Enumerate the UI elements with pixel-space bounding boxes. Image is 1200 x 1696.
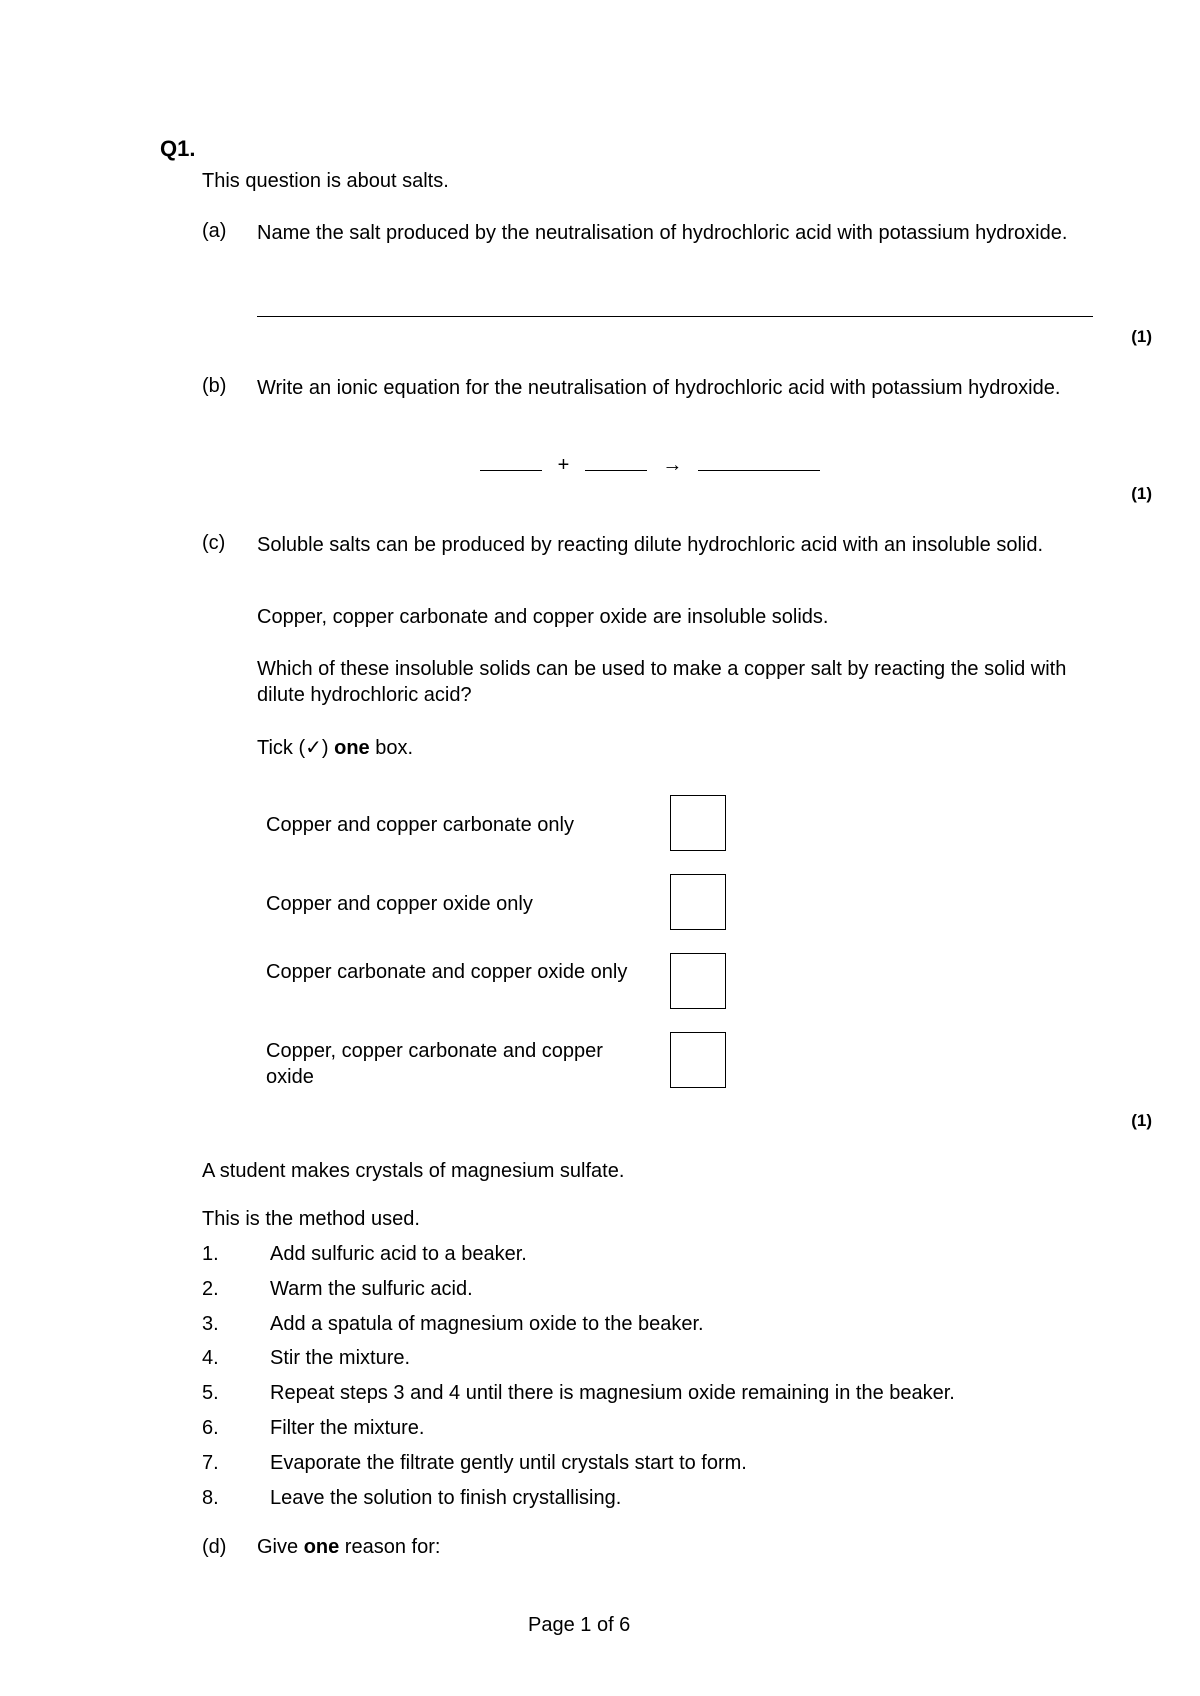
tick-suffix: box. — [369, 737, 414, 759]
step-number: 1. — [202, 1243, 219, 1265]
part-c-text3: Which of these insoluble solids can be used to make a copper salt by reacting the solid with dilute hydrochloric acid? — [257, 658, 1067, 706]
step-text: Leave the solution to finish crystallising. — [270, 1487, 622, 1509]
option-3-label: Copper carbonate and copper oxide only — [266, 961, 628, 983]
method-heading: This is the method used. — [202, 1208, 420, 1230]
part-b-text: Write an ionic equation for the neutralisation of hydrochloric acid with potassium hydroxide. — [257, 377, 1061, 399]
part-a-marks: (1) — [1131, 327, 1152, 346]
part-d-bold: one — [303, 1536, 340, 1558]
step-number: 5. — [202, 1382, 219, 1404]
part-a-label: (a) — [202, 220, 227, 242]
tick-bold: one — [334, 737, 370, 759]
equation-blank-1[interactable] — [480, 452, 542, 471]
equation-arrow: → — [662, 454, 683, 476]
option-2-tickbox[interactable] — [670, 874, 726, 930]
step-number: 2. — [202, 1278, 219, 1300]
equation-blank-2[interactable] — [585, 452, 647, 471]
method-intro: A student makes crystals of magnesium sulfate. — [202, 1160, 625, 1182]
part-c-text2: Copper, copper carbonate and copper oxide are insoluble solids. — [257, 606, 829, 628]
tick-mid: ) — [321, 737, 335, 759]
part-c-marks: (1) — [1131, 1111, 1152, 1130]
part-b-label: (b) — [202, 375, 227, 397]
step-number: 4. — [202, 1347, 219, 1369]
option-2-label: Copper and copper oxide only — [266, 893, 533, 915]
equation-blank-3[interactable] — [698, 452, 820, 471]
step-text: Repeat steps 3 and 4 until there is magnesium oxide remaining in the beaker. — [270, 1382, 955, 1404]
tick-prefix: Tick ( — [257, 737, 306, 759]
step-text: Stir the mixture. — [270, 1347, 411, 1369]
option-4-label: Copper, copper carbonate and copper oxide — [266, 1040, 603, 1088]
checkmark-icon: ✓ — [305, 735, 322, 759]
part-c-label: (c) — [202, 532, 226, 554]
option-4-tickbox[interactable] — [670, 1032, 726, 1088]
step-number: 8. — [202, 1487, 219, 1509]
option-1-tickbox[interactable] — [670, 795, 726, 851]
part-b-marks: (1) — [1131, 484, 1152, 503]
step-text: Filter the mixture. — [270, 1417, 425, 1439]
tick-instruction — [257, 735, 413, 760]
part-c-text: Soluble salts can be produced by reacting dilute hydrochloric acid with an insoluble solid. — [257, 534, 1044, 556]
question-intro: This question is about salts. — [202, 170, 449, 192]
step-text: Add sulfuric acid to a beaker. — [270, 1243, 527, 1265]
question-number: Q1. — [160, 136, 196, 161]
step-number: 7. — [202, 1452, 219, 1474]
part-a-text: Name the salt produced by the neutralisation of hydrochloric acid with potassium hydroxide. — [257, 222, 1068, 244]
step-number: 6. — [202, 1417, 219, 1439]
ionic-equation — [480, 452, 820, 477]
equation-plus: + — [557, 454, 570, 476]
option-3-tickbox[interactable] — [670, 953, 726, 1009]
part-d-text — [257, 1536, 440, 1559]
option-1-label: Copper and copper carbonate only — [266, 814, 574, 836]
part-d-label: (d) — [202, 1536, 227, 1558]
step-number: 3. — [202, 1313, 219, 1335]
page-number: Page 1 of 6 — [528, 1614, 631, 1636]
part-d-suffix: reason for: — [339, 1536, 441, 1558]
step-text: Warm the sulfuric acid. — [270, 1278, 473, 1300]
step-text: Add a spatula of magnesium oxide to the beaker. — [270, 1313, 704, 1335]
part-d-prefix: Give — [257, 1536, 304, 1558]
part-a-answer-line[interactable] — [257, 316, 1093, 317]
step-text: Evaporate the filtrate gently until crystals start to form. — [270, 1452, 747, 1474]
